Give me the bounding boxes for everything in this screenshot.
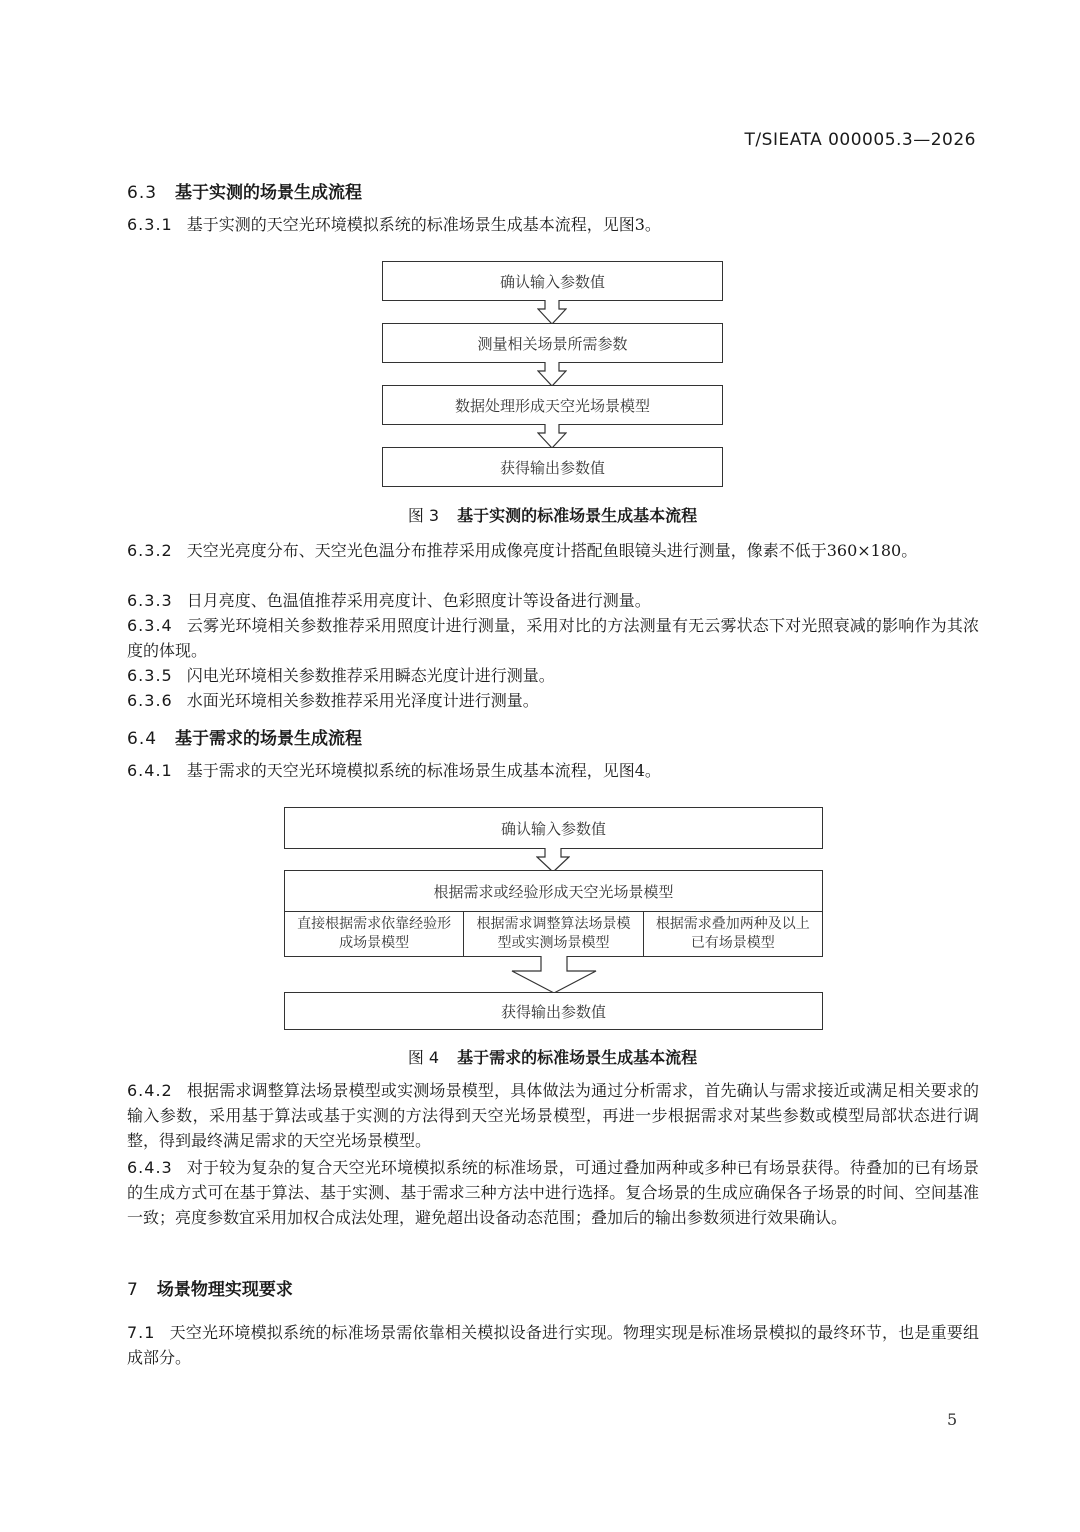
paragraph-text: 对于较为复杂的复合天空光环境模拟系统的标准场景，可通过叠加两种或多种已有场景获得。待叠加的已有场景的生成方式可在基于算法、基于实测、基于需求三种方法中进行选择。复合场景的生成应确保各子场景的时间、空间基准一致；亮度参数宜采用加权合成法处理，避免超出设备动态范围；叠加后的输出参数须进行效果确认。 bbox=[127, 1158, 979, 1227]
flow-step-3: 数据处理形成天空光场景模型 bbox=[382, 385, 723, 425]
paragraph-6-3-3 bbox=[127, 588, 979, 613]
flow-step-2-group bbox=[284, 870, 823, 957]
heading-text: 基于实测的场景生成流程 bbox=[175, 183, 363, 203]
page-number: 5 bbox=[947, 1410, 958, 1429]
flow-step-2: 测量相关场景所需参数 bbox=[382, 323, 723, 363]
flow-step-3: 获得输出参数值 bbox=[284, 992, 823, 1030]
caption-text: 基于需求的标准场景生成基本流程 bbox=[457, 1048, 698, 1067]
down-arrow-icon bbox=[537, 300, 567, 325]
paragraph-text: 基于需求的天空光环境模拟系统的标准场景生成基本流程，见图4。 bbox=[186, 761, 661, 780]
paragraph-text: 天空光环境模拟系统的标准场景需依靠相关模拟设备进行实现。物理实现是标准场景模拟的最终环节，也是重要组成部分。 bbox=[127, 1323, 979, 1367]
paragraph-6-4-1 bbox=[127, 758, 979, 783]
paragraph-6-3-5 bbox=[127, 663, 979, 688]
standard-code: T/SIEATA 000005.3—2026 bbox=[744, 130, 976, 150]
figure-3-caption bbox=[300, 503, 805, 526]
sub-option-overlay: 根据需求叠加两种及以上已有场景模型 bbox=[655, 916, 810, 951]
paragraph-6-3-6 bbox=[127, 688, 979, 713]
paragraph-number: 6.3.2 bbox=[127, 541, 173, 560]
paragraph-6-3-2 bbox=[127, 538, 979, 563]
paragraph-text: 基于实测的天空光环境模拟系统的标准场景生成基本流程，见图3。 bbox=[186, 215, 661, 234]
sub-option-adjust-model: 根据需求调整算法场景模型或实测场景模型 bbox=[464, 912, 643, 956]
paragraph-text: 根据需求调整算法场景模型或实测场景模型，具体做法为通过分析需求，首先确认与需求接近或满足相关要求的输入参数，采用基于算法或基于实测的方法得到天空光场景模型，再进一步根据需求对某些参数或模型局部状态进行调整，得到最终满足需求的天空光场景模型。 bbox=[127, 1081, 979, 1150]
paragraph-text: 水面光环境相关参数推荐采用光泽度计进行测量。 bbox=[186, 691, 539, 710]
flow-step-1: 确认输入参数值 bbox=[382, 261, 723, 301]
paragraph-text: 闪电光环境相关参数推荐采用瞬态光度计进行测量。 bbox=[186, 666, 555, 685]
heading-text: 场景物理实现要求 bbox=[156, 1280, 293, 1300]
figure-4-caption bbox=[300, 1045, 805, 1068]
paragraph-number: 6.3.4 bbox=[127, 616, 173, 635]
heading-text: 基于需求的场景生成流程 bbox=[175, 729, 363, 749]
paragraph-text: 云雾光环境相关参数推荐采用照度计进行测量，采用对比的方法测量有无云雾状态下对光照衰减的影响作为其浓度的体现。 bbox=[127, 616, 979, 660]
heading-number: 6.4 bbox=[127, 729, 158, 749]
paragraph-6-3-1 bbox=[127, 212, 979, 237]
paragraph-number: 6.4.2 bbox=[127, 1081, 173, 1100]
caption-text: 基于实测的标准场景生成基本流程 bbox=[457, 506, 698, 525]
caption-number: 图 4 bbox=[407, 1048, 440, 1067]
down-arrow-icon bbox=[511, 956, 597, 994]
paragraph-number: 6.4.3 bbox=[127, 1158, 173, 1177]
section-heading-6-3 bbox=[127, 178, 362, 203]
paragraph-number: 7.1 bbox=[127, 1323, 156, 1342]
flow-step-2: 根据需求或经验形成天空光场景模型 bbox=[285, 871, 822, 912]
paragraph-text: 天空光亮度分布、天空光色温分布推荐采用成像亮度计搭配鱼眼镜头进行测量，像素不低于360×180。 bbox=[186, 541, 918, 560]
flow-step-1: 确认输入参数值 bbox=[284, 807, 823, 849]
paragraph-number: 6.3.5 bbox=[127, 666, 173, 685]
paragraph-number: 6.3.1 bbox=[127, 215, 173, 234]
paragraph-number: 6.3.3 bbox=[127, 591, 173, 610]
down-arrow-icon bbox=[537, 424, 567, 449]
heading-number: 7 bbox=[127, 1280, 139, 1300]
paragraph-number: 6.3.6 bbox=[127, 691, 173, 710]
flow-step-4: 获得输出参数值 bbox=[382, 447, 723, 487]
paragraph-text: 日月亮度、色温值推荐采用亮度计、色彩照度计等设备进行测量。 bbox=[186, 591, 651, 610]
sub-options-row bbox=[285, 912, 822, 956]
section-heading-6-4 bbox=[127, 724, 362, 749]
paragraph-number: 6.4.1 bbox=[127, 761, 173, 780]
paragraph-7-1 bbox=[127, 1320, 979, 1370]
down-arrow-icon bbox=[537, 362, 567, 387]
sub-option-experience: 直接根据需求依靠经验形成场景模型 bbox=[285, 912, 464, 956]
heading-number: 6.3 bbox=[127, 183, 158, 203]
section-heading-7 bbox=[127, 1275, 293, 1300]
caption-number: 图 3 bbox=[407, 506, 440, 525]
paragraph-6-4-2 bbox=[127, 1078, 979, 1153]
paragraph-6-3-4 bbox=[127, 613, 979, 663]
paragraph-6-4-3 bbox=[127, 1155, 979, 1230]
